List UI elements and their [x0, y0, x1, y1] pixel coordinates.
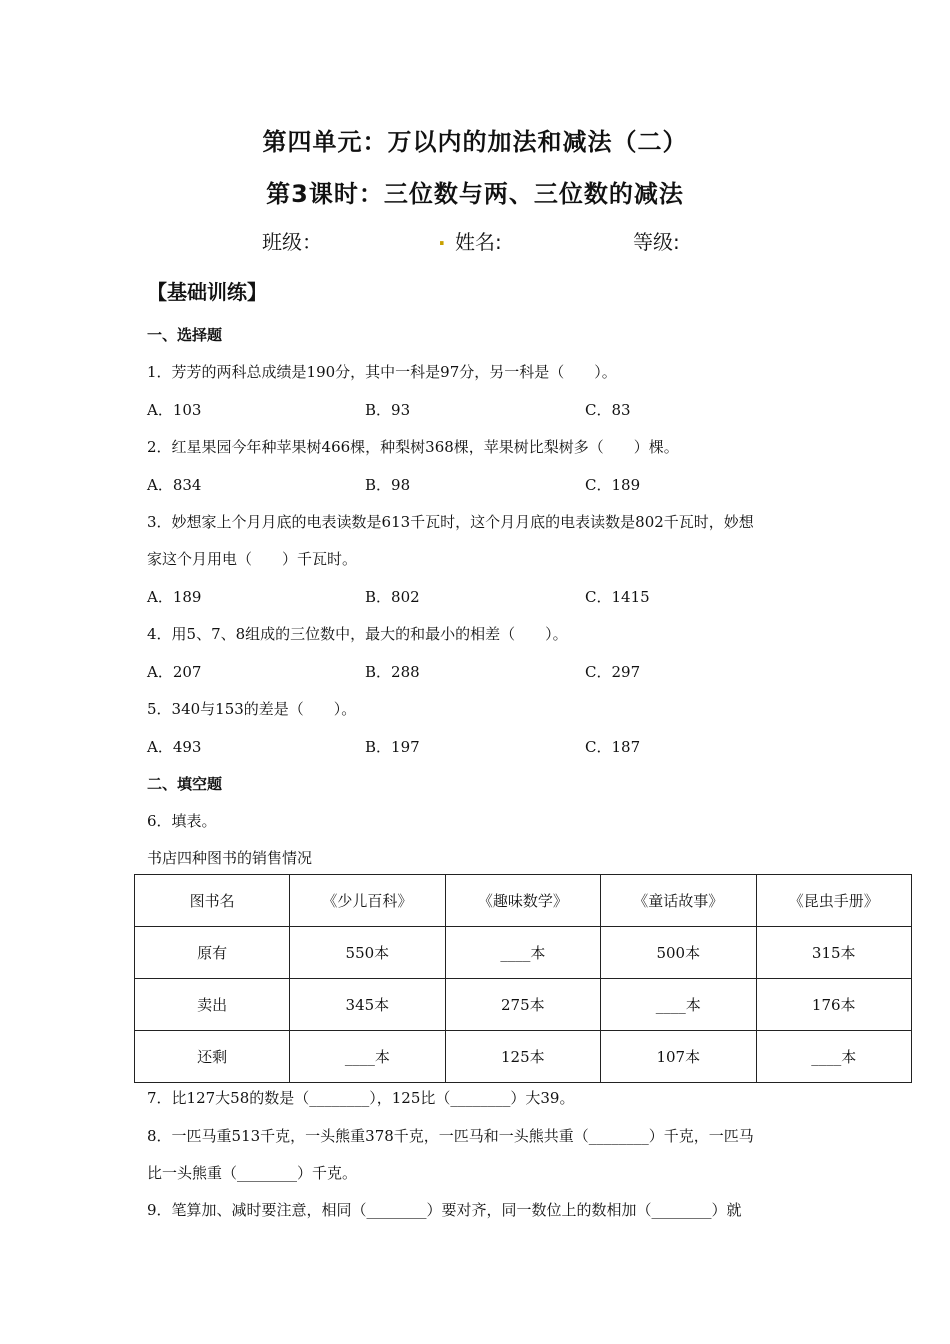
q3-option-c: C．1415 — [585, 588, 650, 606]
section-title: 【基础训练】 — [147, 280, 267, 304]
q1-option-b: B．93 — [365, 401, 411, 419]
question-8-line-2: 比一头熊重（________）千克。 — [147, 1164, 358, 1182]
table-cell: 315本 — [756, 927, 912, 979]
table-row — [135, 1031, 912, 1083]
table-cell: 500本 — [601, 927, 756, 979]
q1-option-c: C．83 — [585, 401, 631, 419]
table-cell: 550本 — [290, 927, 445, 979]
q3-option-a: A．189 — [147, 588, 202, 606]
table-cell: 107本 — [601, 1031, 756, 1083]
header-cell: 《趣味数学》 — [445, 875, 600, 927]
q5-option-a: A．493 — [147, 738, 202, 756]
lesson-title: 第3课时：三位数与两、三位数的减法 — [266, 180, 684, 208]
table-cell: ____本 — [601, 979, 756, 1031]
q3-option-b: B．802 — [365, 588, 420, 606]
header-cell: 《昆虫手册》 — [756, 875, 912, 927]
table-cell: 卖出 — [135, 979, 290, 1031]
q4-option-b: B．288 — [365, 663, 420, 681]
question-6: 6．填表。 — [147, 812, 217, 830]
question-5: 5．340与153的差是（ ）。 — [147, 700, 357, 718]
part1-heading: 一、选择题 — [147, 326, 223, 344]
table-header-row — [135, 875, 912, 927]
question-8-line-1: 8．一匹马重513千克，一头熊重378千克，一匹马和一头熊共重（________）千克，一匹马 — [147, 1127, 754, 1145]
question-3-line-1: 3．妙想家上个月月底的电表读数是613千瓦时，这个月月底的电表读数是802千瓦时，妙想 — [147, 513, 754, 531]
q2-option-c: C．189 — [585, 476, 641, 494]
header-cell: 《少儿百科》 — [290, 875, 445, 927]
class-label: 班级： — [262, 230, 322, 254]
question-3-line-2: 家这个月用电（ ）千瓦时。 — [147, 550, 358, 568]
q5-option-c: C．187 — [585, 738, 641, 756]
unit-title: 第四单元：万以内的加法和减法（二） — [262, 128, 688, 156]
q4-option-a: A．207 — [147, 663, 202, 681]
table-row — [135, 979, 912, 1031]
table-caption: 书店四种图书的销售情况 — [147, 849, 313, 867]
question-7: 7．比127大58的数是（________），125比（________）大39。 — [147, 1089, 575, 1107]
q4-option-c: C．297 — [585, 663, 641, 681]
grade-label: 等级: — [633, 230, 680, 254]
table-cell: 还剩 — [135, 1031, 290, 1083]
question-9: 9．笔算加、减时要注意，相同（________）要对齐，同一数位上的数相加（________）就 — [147, 1201, 742, 1219]
question-1: 1．芳芳的两科总成绩是190分，其中一科是97分，另一科是（ ）。 — [147, 363, 617, 381]
q1-option-a: A．103 — [147, 401, 202, 419]
header-cell: 图书名 — [135, 875, 290, 927]
table-cell: 176本 — [756, 979, 912, 1031]
table-row — [135, 927, 912, 979]
name-label: 姓名: — [455, 230, 502, 254]
table-cell: 原有 — [135, 927, 290, 979]
table-cell: ____本 — [756, 1031, 912, 1083]
table-cell: 125本 — [445, 1031, 600, 1083]
table-cell: 275本 — [445, 979, 600, 1031]
header-cell: 《童话故事》 — [601, 875, 756, 927]
book-sales-table — [134, 874, 912, 1083]
q2-option-a: A．834 — [147, 476, 202, 494]
table-cell: ____本 — [445, 927, 600, 979]
part2-heading: 二、填空题 — [147, 775, 223, 793]
q5-option-b: B．197 — [365, 738, 420, 756]
table-cell: 345本 — [290, 979, 445, 1031]
question-4: 4．用5、7、8组成的三位数中，最大的和最小的相差（ ）。 — [147, 625, 568, 643]
table-cell: ____本 — [290, 1031, 445, 1083]
separator-dot: . — [438, 226, 446, 250]
question-2: 2．红星果园今年种苹果树466棵，种梨树368棵，苹果树比梨树多（ ）棵。 — [147, 438, 679, 456]
q2-option-b: B．98 — [365, 476, 411, 494]
